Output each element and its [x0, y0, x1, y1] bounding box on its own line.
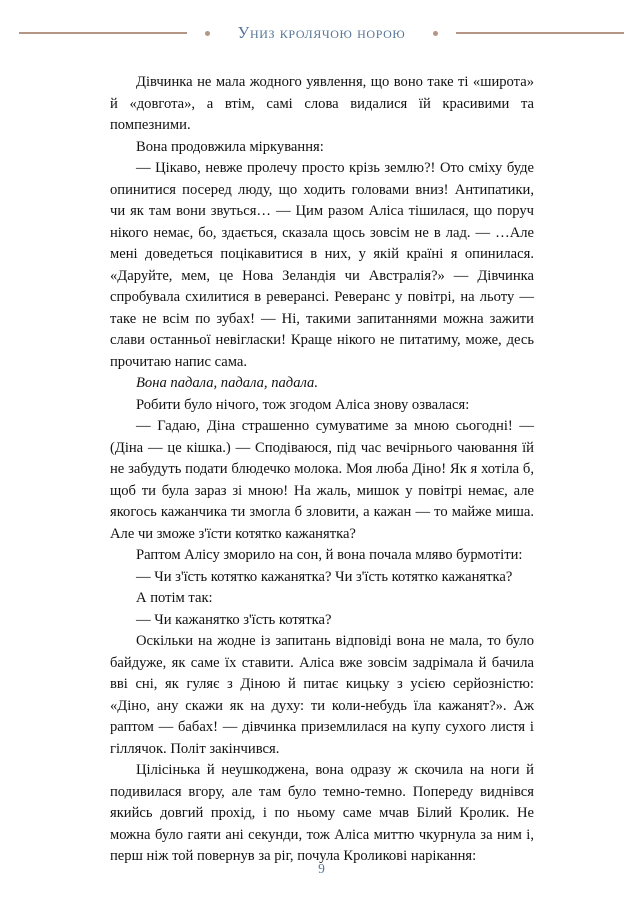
paragraph: — Цікаво, невже пролечу просто крізь землю?! Ото сміху буде опинитися посеред люду, що ходить головами вниз! Антипатики, чи як там вони звуться… — Цим разом Аліса тішилася, що поруч нікого немає, бо, здається, сказала щось зовсім не в лад. — …Але мені доведеться поцікавитися в них, у якій країні я опинилася. «Даруйте, мем, це Нова Зеландія чи Австралія?» — Дівчинка спробувала схилитися в реверансі. Реверанс у повітрі, на льоту — таке не всім по зубах! — Ні, такими запитаннями можна зажити слави останньої невігласки! Краще нікого не питатиму, може, десь прочитаю напис сама.	[110, 160, 534, 370]
paragraph: — Гадаю, Діна страшенно сумуватиме за мною сьогодні! — (Діна — це кішка.) — Сподіваюся, під час вечірнього чаювання їй не забудуть подати блюдечко молока. Моя люба Діно! Як я хотіла б, щоб ти була зараз зі мною! На жаль, мишок у повітрі немає, але якогось кажанчика ти змогла б зловити, а кажан — то майже миша. Але чи зможе з'їсти котятко кажанятка?	[110, 418, 534, 542]
paragraph: — Чи кажанятко з'їсть котятка?	[136, 611, 332, 628]
running-head-title: Униз кролячою норою	[237, 22, 406, 42]
paragraph-emphasis: Вона падала, падала, падала.	[136, 375, 318, 391]
paragraph: — Чи з'їсть котятко кажанятка? Чи з'їсть котятко кажанятка?	[136, 568, 513, 585]
paragraph: Цілісінька й неушкоджена, вона одразу ж скочила на ноги й подивилася вгору, але там було темно-темно. Попереду виднівся якийсь довгий прохід, і по ньому саме мчав Білий Кролик. Не можна було гаяти ані секунди, тож Аліса миттю чкурнула за ним і, перш ніж той повернув за ріг, почула Кроликові нарікання:	[110, 762, 534, 864]
paragraph: Робити було нічого, тож згодом Аліса знову озвалася:	[136, 396, 470, 413]
paragraph: Оскільки на жодне із запитань відповіді вона не мала, то було байдуже, як саме їх ставити. Аліса вже зовсім задрімала й бачила вві сні, як гуляє з Діною й питає кицьку з усією серйозністю: «Діно, ану скажи як на духу: ти коли-небудь їла кажанят?». Аж раптом — бабах! — дівчинка приземлилася на купу сухого листя і гіллячок. Політ закінчився.	[110, 633, 534, 757]
paragraph: А потім так:	[136, 590, 213, 606]
body-text	[110, 72, 534, 868]
paragraph: Дівчинка не мала жодного уявлення, що воно таке ті «широта» й «довгота», а втім, самі слова видалися їй красивими та помпезними.	[110, 74, 534, 133]
paragraph: Раптом Алісу зморило на сон, й вона почала мляво бурмотіти:	[136, 547, 523, 563]
header-rule-right	[456, 32, 624, 34]
running-head	[0, 20, 643, 46]
header-dot-right-icon	[433, 31, 438, 36]
page-number: 9	[318, 861, 325, 876]
header-rule-left	[19, 32, 187, 34]
paragraph: Вона продовжила міркування:	[136, 138, 324, 155]
